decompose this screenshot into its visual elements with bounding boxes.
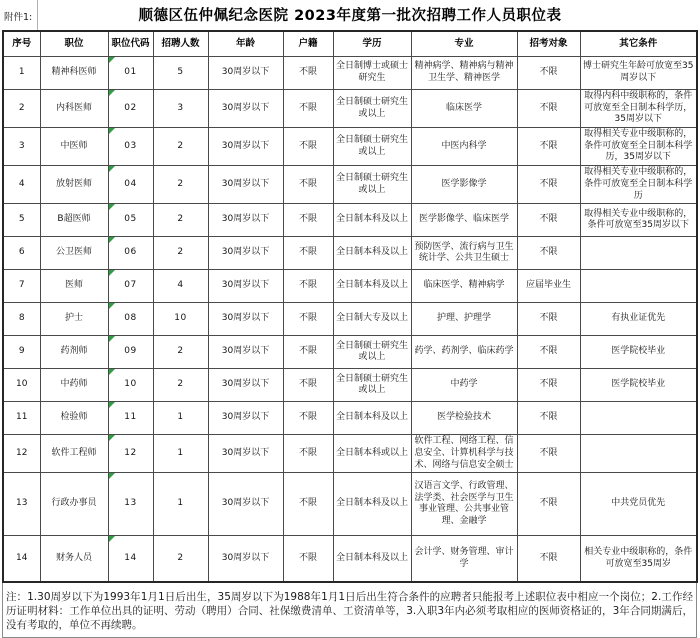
cell-education: 全日制本科及以上 xyxy=(333,237,411,270)
cell-target: 不限 xyxy=(517,303,580,336)
page-title: 顺德区伍仲佩纪念医院 2023年度第一批次招聘工作人员职位表 xyxy=(138,8,562,24)
cell-code: 11 xyxy=(108,402,153,435)
cell-target: 不限 xyxy=(517,435,580,473)
cell-residence: 不限 xyxy=(283,128,333,166)
cell-education: 全日制硕士研究生或以上 xyxy=(333,128,411,166)
cell-count: 4 xyxy=(153,270,208,303)
cell-position: 财务人员 xyxy=(40,536,108,582)
cell-major: 精神病学、精神病与精神卫生学、精神医学 xyxy=(411,57,517,90)
cell-major: 中医内科学 xyxy=(411,128,517,166)
cell-age: 30周岁以下 xyxy=(208,402,283,435)
cell-index: 1 xyxy=(3,57,40,90)
cell-age: 30周岁以下 xyxy=(208,57,283,90)
cell-count: 3 xyxy=(153,90,208,128)
cell-age: 30周岁以下 xyxy=(208,473,283,536)
cell-other xyxy=(580,402,697,435)
cell-education: 全日制本科及以上 xyxy=(333,402,411,435)
cell-code: 14 xyxy=(108,536,153,582)
cell-other xyxy=(580,270,697,303)
cell-major: 预防医学、流行病与卫生统计学、公共卫生硕士 xyxy=(411,237,517,270)
cell-education: 全日制大专及以上 xyxy=(333,303,411,336)
cell-index: 10 xyxy=(3,369,40,402)
cell-position: 精神科医师 xyxy=(40,57,108,90)
cell-residence: 不限 xyxy=(283,536,333,582)
column-header-major: 专业 xyxy=(411,31,517,57)
column-header-education: 学历 xyxy=(333,31,411,57)
cell-code: 06 xyxy=(108,237,153,270)
cell-position: 药剂师 xyxy=(40,336,108,369)
table-row xyxy=(3,90,697,128)
cell-other: 取得相关专业中级职称的，条件可放宽至全日制本科学历，35周岁以下 xyxy=(580,128,697,166)
cell-other: 有执业证优先 xyxy=(580,303,697,336)
cell-education: 全日制硕士研究生或以上 xyxy=(333,369,411,402)
cell-count: 10 xyxy=(153,303,208,336)
cell-index: 13 xyxy=(3,473,40,536)
cell-target: 不限 xyxy=(517,402,580,435)
table-row xyxy=(3,270,697,303)
cell-residence: 不限 xyxy=(283,270,333,303)
cell-code: 02 xyxy=(108,90,153,128)
attachment-label: 附件1: xyxy=(4,12,33,23)
cell-education: 全日制本科或以上 xyxy=(333,435,411,473)
cell-age: 30周岁以下 xyxy=(208,237,283,270)
cell-residence: 不限 xyxy=(283,237,333,270)
table-row xyxy=(3,237,697,270)
cell-other: 取得内科中级职称的，条件可放宽至全日制本科学历，35周岁以下 xyxy=(580,90,697,128)
cell-code: 09 xyxy=(108,336,153,369)
cell-index: 12 xyxy=(3,435,40,473)
cell-target: 不限 xyxy=(517,473,580,536)
cell-education: 全日制硕士研究生或以上 xyxy=(333,90,411,128)
cell-major: 软件工程、网络工程、信息安全、计算机科学与技术、网络与信息安全硕士 xyxy=(411,435,517,473)
cell-residence: 不限 xyxy=(283,369,333,402)
cell-age: 30周岁以下 xyxy=(208,128,283,166)
cell-major: 汉语言文学、行政管理、法学类、社会医学与卫生事业管理、公共事业管理、金融学 xyxy=(411,473,517,536)
cell-education: 全日制本科及以上 xyxy=(333,204,411,237)
cell-age: 30周岁以下 xyxy=(208,336,283,369)
cell-residence: 不限 xyxy=(283,166,333,204)
cell-count: 2 xyxy=(153,204,208,237)
cell-code: 01 xyxy=(108,57,153,90)
cell-count: 2 xyxy=(153,128,208,166)
cell-other: 医学院校毕业 xyxy=(580,369,697,402)
cell-index: 7 xyxy=(3,270,40,303)
cell-other: 取得相关专业中级职称的，条件可放宽至全日制本科学历 xyxy=(580,166,697,204)
cell-residence: 不限 xyxy=(283,336,333,369)
cell-position: B超医师 xyxy=(40,204,108,237)
cell-position: 护士 xyxy=(40,303,108,336)
table-row xyxy=(3,473,697,536)
cell-education: 全日制硕士研究生或以上 xyxy=(333,336,411,369)
cell-residence: 不限 xyxy=(283,473,333,536)
positions-table xyxy=(2,30,698,583)
table-row xyxy=(3,303,697,336)
cell-position: 中药师 xyxy=(40,369,108,402)
cell-count: 1 xyxy=(153,435,208,473)
table-header-row xyxy=(3,31,697,57)
column-header-code: 职位代码 xyxy=(108,31,153,57)
cell-index: 3 xyxy=(3,128,40,166)
cell-code: 03 xyxy=(108,128,153,166)
cell-count: 1 xyxy=(153,402,208,435)
cell-other xyxy=(580,237,697,270)
table-row xyxy=(3,128,697,166)
cell-count: 1 xyxy=(153,473,208,536)
column-header-target: 招考对象 xyxy=(517,31,580,57)
cell-education: 全日制本科及以上 xyxy=(333,473,411,536)
cell-index: 4 xyxy=(3,166,40,204)
cell-position: 公卫医师 xyxy=(40,237,108,270)
cell-target: 不限 xyxy=(517,369,580,402)
cell-target: 不限 xyxy=(517,237,580,270)
cell-major: 护理、护理学 xyxy=(411,303,517,336)
cell-position: 内科医师 xyxy=(40,90,108,128)
cell-age: 30周岁以下 xyxy=(208,536,283,582)
cell-education: 全日制本科及以上 xyxy=(333,270,411,303)
cell-count: 2 xyxy=(153,536,208,582)
cell-age: 30周岁以下 xyxy=(208,303,283,336)
cell-residence: 不限 xyxy=(283,57,333,90)
cell-code: 13 xyxy=(108,473,153,536)
cell-position: 中医师 xyxy=(40,128,108,166)
cell-education: 全日制硕士研究生或以上 xyxy=(333,166,411,204)
cell-code: 07 xyxy=(108,270,153,303)
table-row xyxy=(3,435,697,473)
cell-major: 医学检验技术 xyxy=(411,402,517,435)
cell-residence: 不限 xyxy=(283,90,333,128)
cell-target: 不限 xyxy=(517,57,580,90)
cell-age: 30周岁以下 xyxy=(208,204,283,237)
table-row xyxy=(3,166,697,204)
cell-index: 2 xyxy=(3,90,40,128)
cell-position: 检验师 xyxy=(40,402,108,435)
cell-major: 临床医学 xyxy=(411,90,517,128)
cell-target: 不限 xyxy=(517,336,580,369)
cell-target: 不限 xyxy=(517,536,580,582)
column-header-position: 职位 xyxy=(40,31,108,57)
cell-target: 应届毕业生 xyxy=(517,270,580,303)
cell-major: 会计学、财务管理、审计学 xyxy=(411,536,517,582)
table-row xyxy=(3,536,697,582)
table-row xyxy=(3,402,697,435)
column-header-residence: 户籍 xyxy=(283,31,333,57)
cell-code: 05 xyxy=(108,204,153,237)
cell-code: 12 xyxy=(108,435,153,473)
cell-target: 不限 xyxy=(517,90,580,128)
cell-index: 8 xyxy=(3,303,40,336)
cell-position: 行政办事员 xyxy=(40,473,108,536)
cell-code: 08 xyxy=(108,303,153,336)
cell-count: 2 xyxy=(153,166,208,204)
cell-target: 不限 xyxy=(517,166,580,204)
cell-index: 6 xyxy=(3,237,40,270)
cell-other: 医学院校毕业 xyxy=(580,336,697,369)
column-header-age: 年龄 xyxy=(208,31,283,57)
cell-age: 30周岁以下 xyxy=(208,369,283,402)
cell-major: 医学影像学 xyxy=(411,166,517,204)
cell-code: 04 xyxy=(108,166,153,204)
cell-count: 2 xyxy=(153,237,208,270)
cell-residence: 不限 xyxy=(283,204,333,237)
cell-residence: 不限 xyxy=(283,402,333,435)
cell-education: 全日制博士或硕士研究生 xyxy=(333,57,411,90)
cell-target: 不限 xyxy=(517,204,580,237)
table-row xyxy=(3,369,697,402)
table-row xyxy=(3,204,697,237)
cell-residence: 不限 xyxy=(283,435,333,473)
cell-major: 医学影像学、临床医学 xyxy=(411,204,517,237)
cell-code: 10 xyxy=(108,369,153,402)
cell-major: 中药学 xyxy=(411,369,517,402)
cell-count: 2 xyxy=(153,369,208,402)
title-bar xyxy=(0,0,700,30)
cell-age: 30周岁以下 xyxy=(208,270,283,303)
cell-index: 14 xyxy=(3,536,40,582)
cell-position: 医师 xyxy=(40,270,108,303)
cell-position: 软件工程师 xyxy=(40,435,108,473)
table-row xyxy=(3,336,697,369)
cell-education: 全日制本科及以上 xyxy=(333,536,411,582)
cell-count: 2 xyxy=(153,336,208,369)
cell-age: 30周岁以下 xyxy=(208,90,283,128)
cell-index: 5 xyxy=(3,204,40,237)
column-header-index: 序号 xyxy=(3,31,40,57)
cell-index: 11 xyxy=(3,402,40,435)
cell-count: 5 xyxy=(153,57,208,90)
cell-target: 不限 xyxy=(517,128,580,166)
cell-residence: 不限 xyxy=(283,303,333,336)
cell-other: 取得相关专业中级职称的，条件可放宽至35周岁以下 xyxy=(580,204,697,237)
cell-age: 30周岁以下 xyxy=(208,166,283,204)
table-row xyxy=(3,57,697,90)
footnotes: 注：1.30周岁以下为1993年1月1日后出生，35周岁以下为1988年1月1日后出生符合条件的应聘者只能报考上述职位表中相应一个岗位；2.工作经历证明材料：工作单位出具的证明、劳动（聘用）合同、社保缴费清单、工资清单等，3.入职3年内必须考取相应的医师资格证的，3年合同期满后，没有考取的，单位不再续聘。 xyxy=(2,583,697,638)
cell-other: 相关专业中级职称的，条件可放宽至35周岁 xyxy=(580,536,697,582)
column-header-other: 其它条件 xyxy=(580,31,697,57)
cell-index: 9 xyxy=(3,336,40,369)
cell-age: 30周岁以下 xyxy=(208,435,283,473)
column-header-count: 招聘人数 xyxy=(153,31,208,57)
cell-major: 药学、药剂学、临床药学 xyxy=(411,336,517,369)
cell-other xyxy=(580,435,697,473)
cell-other: 博士研究生年龄可放宽至35周岁以下 xyxy=(580,57,697,90)
cell-major: 临床医学、精神病学 xyxy=(411,270,517,303)
cell-other: 中共党员优先 xyxy=(580,473,697,536)
cell-position: 放射医师 xyxy=(40,166,108,204)
